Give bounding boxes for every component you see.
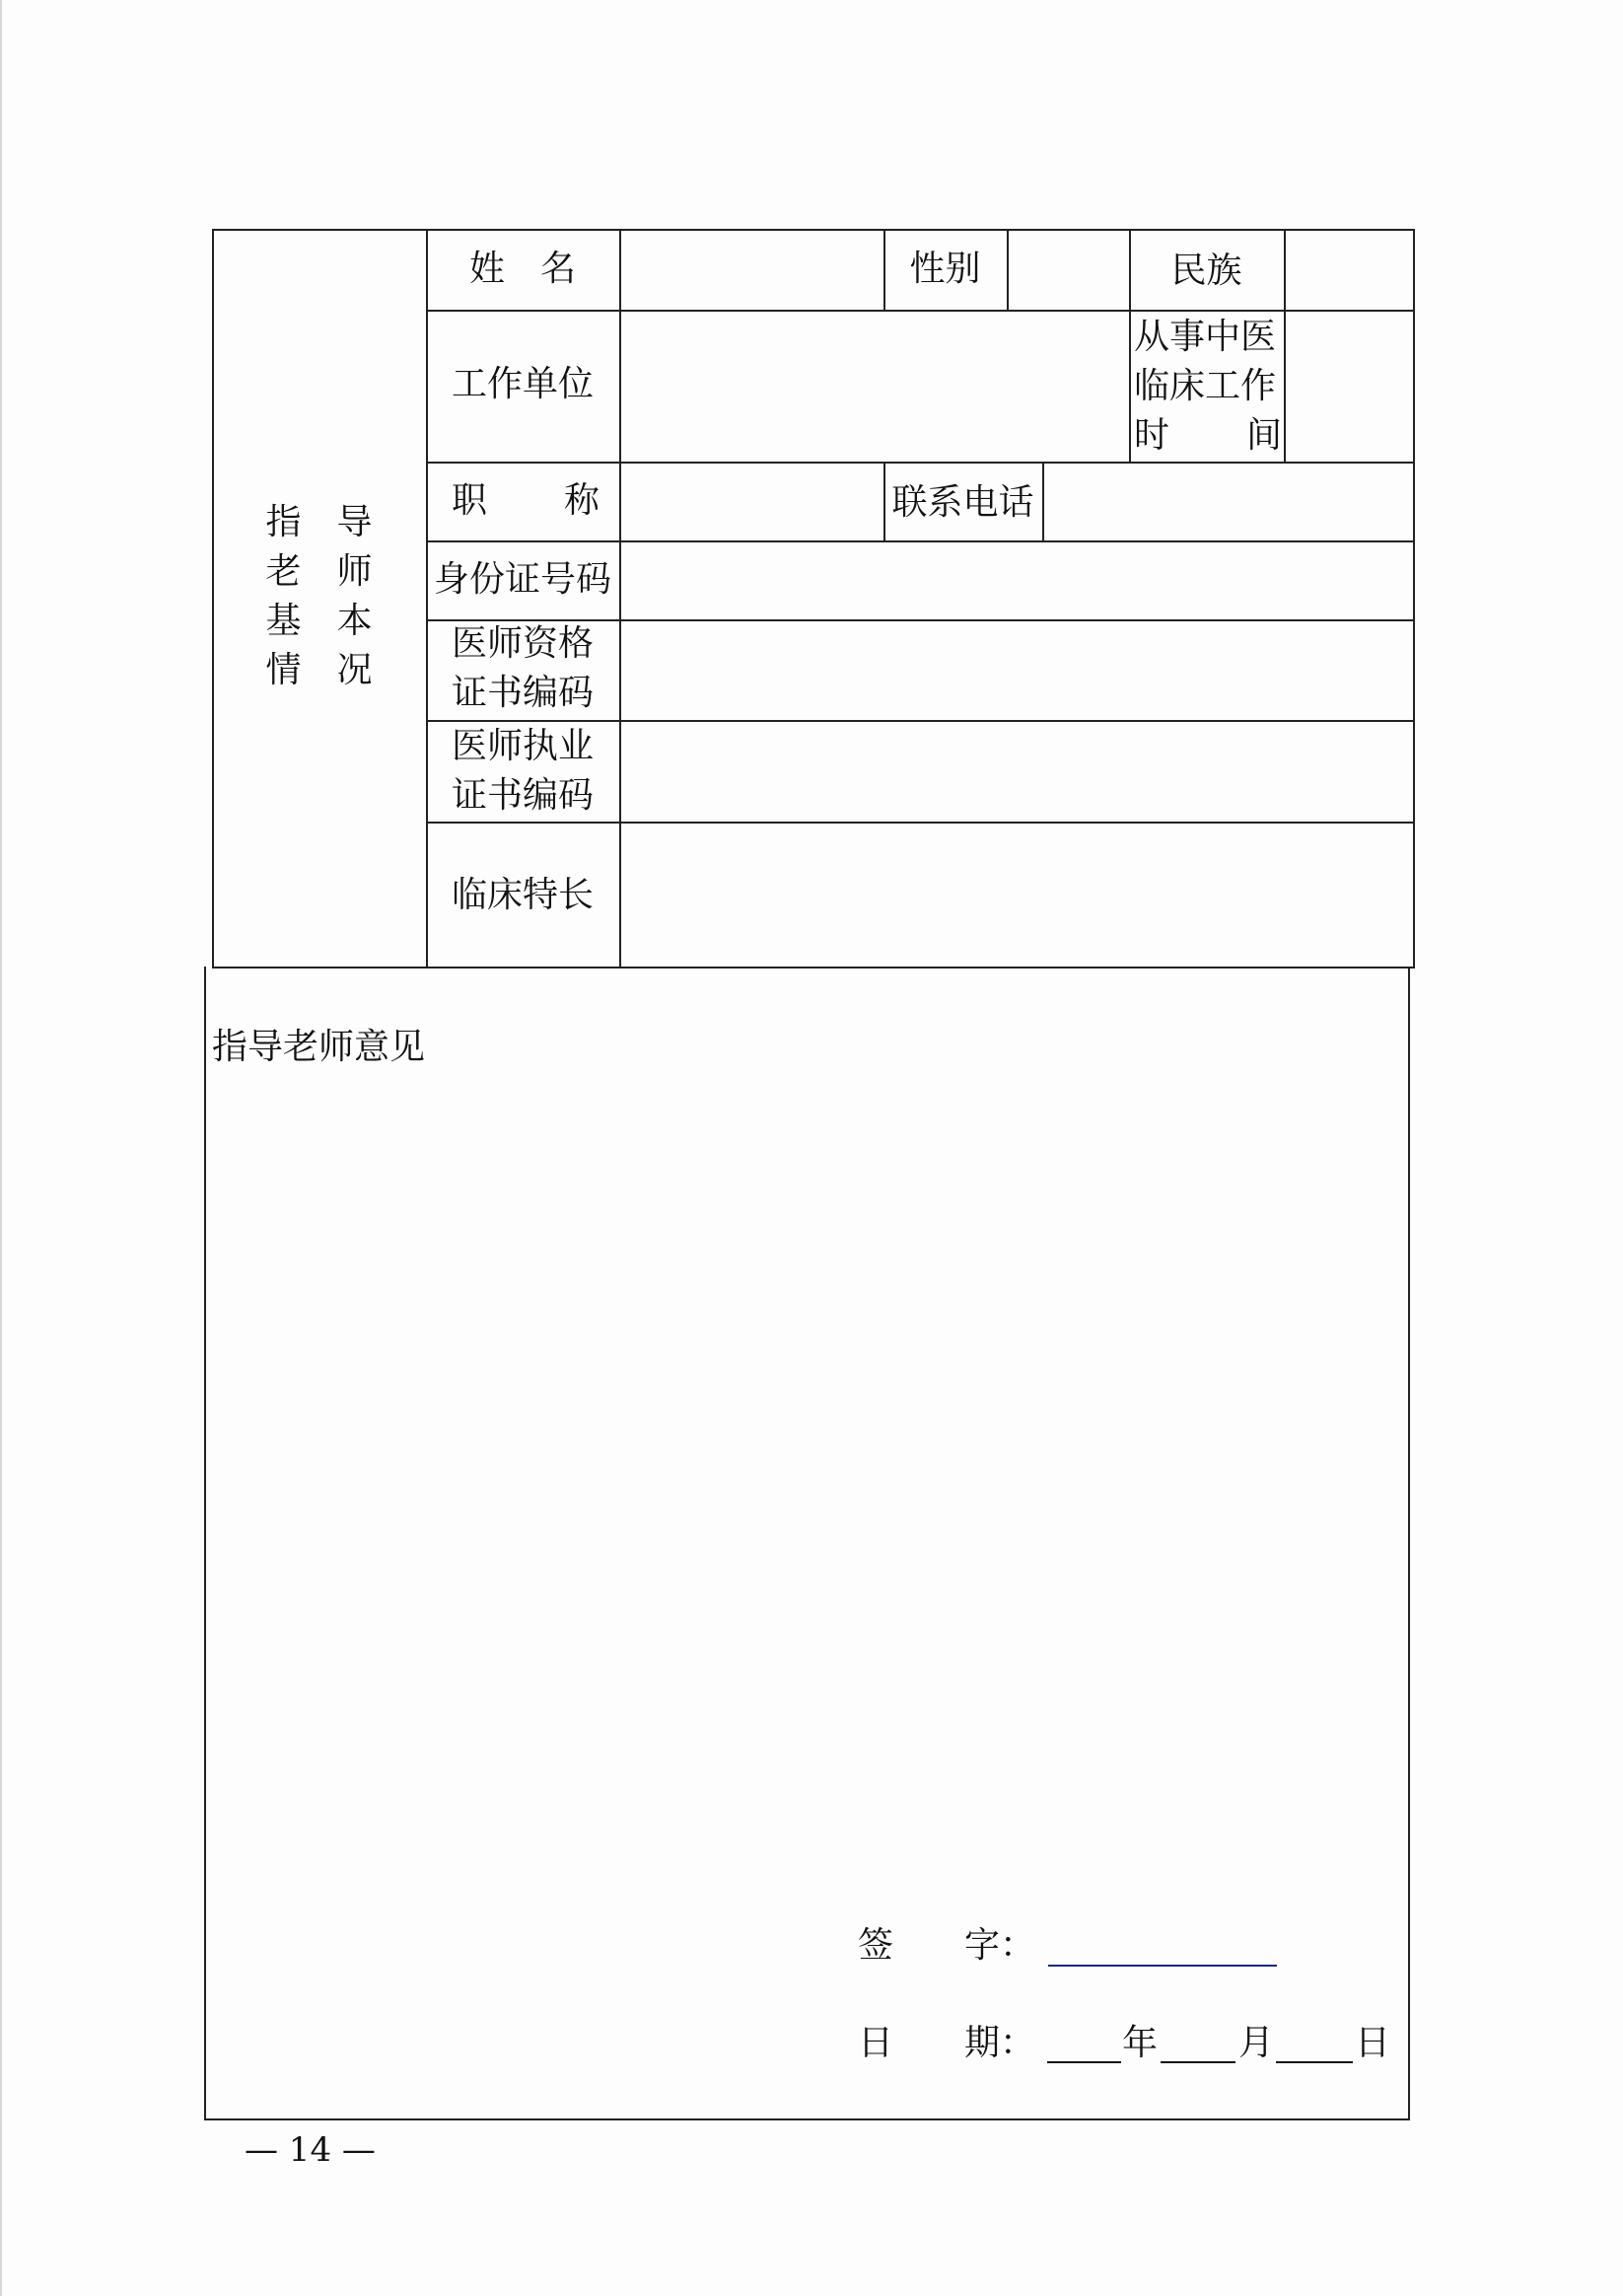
gender-value-field[interactable] [1011,233,1127,308]
id-label: 身份证号码 [433,559,611,600]
id-value-field[interactable] [623,544,1411,617]
specialty-value-field[interactable] [623,825,1411,965]
phone-value-field[interactable] [1046,466,1411,538]
opinion-right-border [1408,967,1410,2120]
section-label-line: 老 师 [265,551,373,592]
tcm-time-label-line: 临床工作 [1134,366,1277,406]
title-value-field[interactable] [623,466,882,538]
name-label: 姓 名 [468,249,576,289]
phone-label: 联系电话 [891,482,1034,523]
opinion-bottom-border [204,2118,1410,2120]
opinion-text-area[interactable] [212,1080,1400,1889]
qualification-cert-value-field[interactable] [623,623,1411,718]
table-right-border [1413,229,1415,969]
date-label: 日 期： [858,2023,1036,2063]
ethnicity-value-field[interactable] [1288,233,1411,308]
year-label: 年 [1122,2023,1159,2063]
tcm-time-label-line: 从事中医 [1134,317,1277,357]
section-label-line: 指 导 [265,502,373,542]
signature-field[interactable] [1048,1965,1277,1967]
page-number: — 14 — [245,2130,376,2170]
row-line [426,540,1415,542]
table-top-border [212,229,1415,231]
day-label: 日 [1355,2023,1391,2063]
opinion-left-border [204,967,206,2120]
table-bottom-border [212,967,1415,969]
specialty-label: 临床特长 [451,875,594,915]
row3-divider [1042,462,1044,540]
practice-cert-label-line: 医师执业 [451,726,594,766]
qualification-cert-label-line: 医师资格 [451,623,594,664]
section-label-line: 情 况 [265,650,373,690]
month-label: 月 [1238,2023,1275,2063]
row2-divider [1284,310,1286,462]
ethnicity-label: 民族 [1170,251,1242,291]
tcm-time-value-field[interactable] [1288,314,1411,460]
day-field[interactable] [1276,2061,1353,2063]
row1-divider [1284,229,1286,310]
qualification-cert-label-line: 证书编码 [451,673,594,713]
tcm-time-label-line: 时 间 [1134,415,1282,456]
opinion-heading: 指导老师意见 [212,1027,426,1067]
scan-edge [0,0,2,2296]
gender-label: 性别 [909,249,981,289]
month-field[interactable] [1161,2061,1235,2063]
row1-divider [1007,229,1009,310]
row-line [426,822,1415,824]
row-line [426,310,1415,312]
section-label-line: 基 本 [265,601,373,641]
signature-label: 签 字： [858,1925,1036,1966]
name-value-field[interactable] [623,233,882,308]
title-label: 职 称 [452,480,600,521]
work-unit-value-field[interactable] [623,314,1127,460]
year-field[interactable] [1047,2061,1121,2063]
label-column-divider [619,229,621,969]
practice-cert-value-field[interactable] [623,725,1411,820]
row-line [426,462,1415,464]
row2-divider [1129,310,1131,462]
work-unit-label: 工作单位 [451,364,594,404]
practice-cert-label-line: 证书编码 [451,775,594,816]
